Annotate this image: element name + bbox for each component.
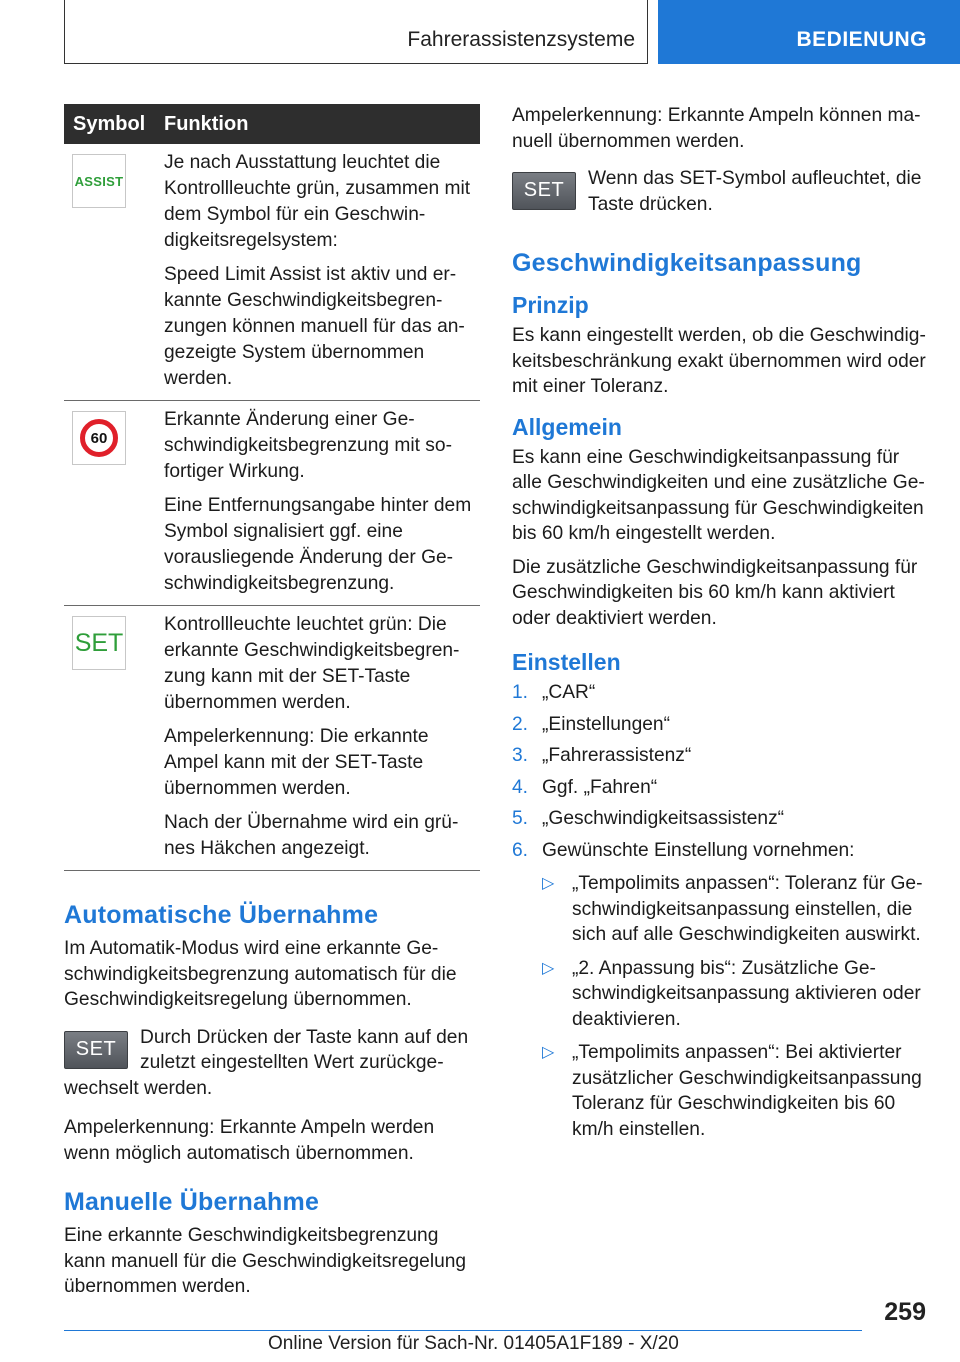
list-item: 3. „Fahrerassistenz“ xyxy=(512,745,692,766)
assist-icon xyxy=(72,154,126,208)
manual-traffic-light-text: Ampelerkennung: Erkannte Ampeln können ma-nuell übernommen werden. xyxy=(512,105,921,152)
function-text: Speed Limit Assist ist aktiv und er-kannte Geschwindigkeitsbegren-zungen können manuell für das an-gezeigte System übernommen werden. xyxy=(164,264,465,389)
set-indicator-label: SET xyxy=(74,628,124,657)
list-item: 2. „Einstellungen“ xyxy=(512,713,670,735)
bullet-triangle-icon: ▷ xyxy=(542,959,555,977)
header-section-title: Fahrerassistenzsysteme xyxy=(407,28,635,51)
function-text: Nach der Übernahme wird ein grü-nes Häkchen angezeigt. xyxy=(164,812,459,859)
table-cell-symbol xyxy=(64,606,164,871)
automatic-traffic-light-text: Ampelerkennung: Erkannte Ampeln werden wenn möglich automatisch übernommen. xyxy=(64,1117,435,1164)
set-button-icon: SET xyxy=(64,1031,128,1069)
footer-text: Online Version für Sach-Nr. 01405A1F189 - X/20 xyxy=(268,1333,679,1354)
general-text: Es kann eine Geschwindigkeitsanpassung für alle Geschwindigkeiten und eine zusätzliche Ge-schwindigkeitsanpassung für Geschwindigkeiten bis 60 km/h eingestellt werden. xyxy=(512,446,925,544)
manual-text: Eine erkannte Geschwindigkeitsbegrenzung kann manuell für die Geschwindigkeitsregelung übernommen werden. xyxy=(64,1225,467,1297)
table-header-row xyxy=(64,104,480,144)
function-text: Eine Entfernungsangabe hinter dem Symbol signalisiert ggf. eine vorausliegende Änderung der Ge-schwindigkeitsbegrenzung. xyxy=(164,495,472,594)
table-header-symbol: Symbol xyxy=(64,104,164,144)
list-item: ▷ „2. Anpassung bis“: Zusätzliche Ge-schwindigkeitsanpassung aktivieren oder deaktivieren. xyxy=(542,957,921,1030)
speed-limit-sign-icon xyxy=(72,411,126,465)
section-heading-automatic: Automatische Übernahme xyxy=(64,901,379,929)
automatic-text: Im Automatik-Modus wird eine erkannte Ge-schwindigkeitsbegrenzung automatisch für die Geschwindigkeitsregelung übernommen. xyxy=(64,938,457,1010)
header-chapter-tab xyxy=(658,0,960,64)
list-item: ▷ „Tempolimits anpassen“: Toleranz für Ge-schwindigkeitsanpassung einstellen, die sich auf alle Geschwindigkeiten auswirkt. xyxy=(542,873,923,945)
right-column xyxy=(512,103,932,1150)
header-chapter-title: BEDIENUNG xyxy=(796,28,927,51)
function-text: Ampelerkennung: Die erkannte Ampel kann mit der SET-Taste übernommen werden. xyxy=(164,726,429,799)
bullet-triangle-icon: ▷ xyxy=(542,1044,555,1061)
table-cell-symbol xyxy=(64,401,164,606)
table-row xyxy=(64,144,480,401)
principle-text: Es kann eingestellt werden, ob die Geschwindig-keitsbeschränkung exakt übernommen wird oder mit einer Toleranz. xyxy=(512,325,926,397)
section-heading-manual: Manuelle Übernahme xyxy=(64,1188,320,1216)
list-item: ▷ „Tempolimits anpassen“: Bei aktivierter zusätzlicher Geschwindigkeitsanpassung Toleranz für Geschwindigkeiten bis 60 km/h einstellen. xyxy=(542,1042,922,1140)
table-cell-function xyxy=(164,144,480,401)
table-row xyxy=(64,401,480,606)
subheading-settings: Einstellen xyxy=(512,649,621,675)
list-item: 1. „CAR“ xyxy=(512,682,596,703)
general-text: Die zusätzliche Geschwindigkeitsanpassung für Geschwindigkeiten bis 60 km/h kann aktiviert oder deaktiviert werden. xyxy=(512,556,918,629)
substeps-list xyxy=(542,871,932,1142)
table-cell-function xyxy=(164,606,480,871)
subheading-principle: Prinzip xyxy=(512,292,589,318)
settings-steps-list xyxy=(512,680,932,1142)
function-text: Erkannte Änderung einer Ge-schwindigkeitsbegrenzung mit so-fortiger Wirkung. xyxy=(164,409,452,482)
header-section-box xyxy=(64,0,648,64)
footer-divider xyxy=(64,1330,862,1331)
table-cell-function xyxy=(164,401,480,606)
assist-icon-label: ASSIST xyxy=(74,173,124,189)
subheading-general: Allgemein xyxy=(512,413,622,440)
table-row xyxy=(64,606,480,871)
list-item: 5. „Geschwindigkeitsassistenz“ xyxy=(512,808,785,829)
manual-set-description: Wenn das SET-Symbol aufleuchtet, die Taste drücken. xyxy=(588,168,922,215)
function-text: Kontrollleuchte leuchtet grün: Die erkannte Geschwindigkeitsbegren-zung kann mit der SET-Taste übernommen werden. xyxy=(164,614,460,713)
set-button-icon: SET xyxy=(512,172,576,210)
list-item: 4. Ggf. „Fahren“ xyxy=(512,776,658,798)
symbol-table xyxy=(64,104,480,871)
page-number: 259 xyxy=(884,1298,926,1326)
table-cell-symbol xyxy=(64,144,164,401)
list-item: 6. Gewünschte Einstellung vornehmen: ▷ „Tempolimits anpassen“: Toleranz für Ge-schwindigkeitsanpassung einstellen, die sich auf alle Geschwindigkeiten auswirkt. ▷ „2. Anpassung bis“: Zusätzliche Ge-schwindigkeitsanpassung aktivieren oder deaktivieren. ▷ „Tempolimits anpassen“: Bei aktivierter zusätzlicher Geschwindigkeitsanpassung Toleranz für Geschwindigkeiten bis 60 km/h einstellen. xyxy=(512,838,932,1143)
speed-limit-value: 60 xyxy=(90,429,108,447)
manual-set-text xyxy=(512,166,932,217)
bullet-triangle-icon: ▷ xyxy=(542,875,555,892)
automatic-set-description: Durch Drücken der Taste kann auf den zuletzt eingestellten Wert zurückge-wechselt werden. xyxy=(64,1026,469,1099)
section-heading-adjustment: Geschwindigkeitsanpassung xyxy=(512,249,862,277)
table-header-function: Funktion xyxy=(164,104,480,144)
set-indicator-icon xyxy=(72,616,126,670)
left-column xyxy=(64,104,480,1308)
function-text: Je nach Ausstattung leuchtet die Kontrollleuchte grün, zusammen mit dem Symbol für ein Geschwin-digkeitsregelsystem: xyxy=(164,152,471,251)
automatic-set-text xyxy=(64,1025,480,1102)
